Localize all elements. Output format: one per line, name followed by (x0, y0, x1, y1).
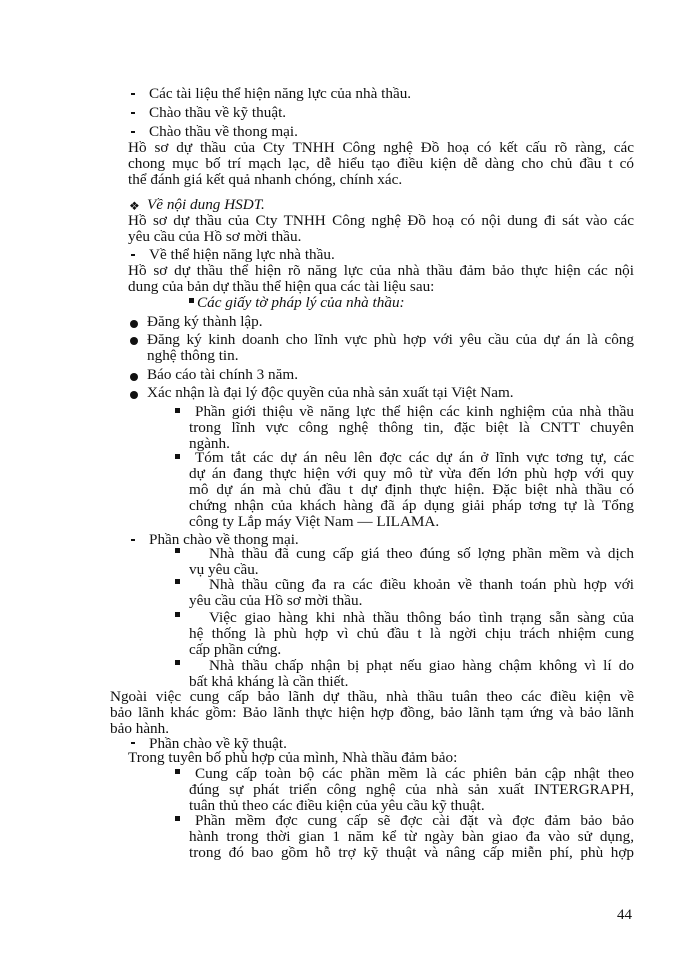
text-line: bảo hành. (110, 720, 170, 737)
text-line: bất khả kháng là cần thiết. (189, 673, 349, 690)
text-line: tuân thủ theo các điều kiện của yêu cầu kỹ thuật. (189, 797, 485, 814)
text-line: hành trong thời gian 1 năm kể từ ngày bàn giao đa vào sử dụng, (189, 828, 634, 845)
text-line: Tóm tắt các dự án nêu lên đợc các dự án ở lĩnh vực tơng tự, các (195, 449, 634, 466)
text-line: yêu cầu của Hồ sơ mời thầu. (189, 592, 363, 609)
text-line: dự án đang thực hiện với quy mô từ vừa đến lớn phù hợp với quy (189, 465, 634, 482)
text-line: Trong tuyên bố phù hợp của mình, Nhà thầu đảm bảo: (128, 749, 458, 766)
text-line: Báo cáo tài chính 3 năm. (147, 366, 298, 383)
square-bullet (175, 612, 180, 617)
text-line: mô dự án mà chủ đầu t dự định thực hiện. Đặc biệt nhà thầu có (189, 481, 634, 498)
round-bullet (130, 320, 138, 328)
text-line: chứng nhận của khách hàng đã áp dụng giải pháp tơng tự là Tổng (189, 497, 634, 514)
square-bullet (175, 548, 180, 553)
dash-bullet (131, 93, 135, 95)
text-line: hệ thống là phù hợp vì chủ đầu t là ngời chịu trách nhiệm cung (189, 625, 634, 642)
text-line: trong đó bao gồm hỗ trợ kỹ thuật và nâng cấp miễn phí, phù hợp (189, 844, 634, 861)
text-line: Hồ sơ dự thầu của Cty TNHH Công nghệ Đồ hoạ có nội dung đi sát vào các (128, 212, 634, 229)
text-line: Phần giới thiệu về năng lực thể hiện các kinh nghiệm của nhà thầu (195, 403, 634, 420)
text-line: Chào thầu về kỹ thuật. (149, 104, 287, 121)
square-bullet (175, 408, 180, 413)
text-line: chong mục bố trí mạch lạc, dễ hiểu tạo điều kiện dễ dàng cho chủ đầu t có (128, 155, 634, 172)
text-line: Hồ sơ dự thầu của Cty TNHH Công nghệ Đồ hoạ có kết cấu rõ ràng, các (128, 139, 634, 156)
text-line: ngành. (189, 435, 230, 452)
text-line: trong lĩnh vực công nghệ thông tin, đặc biệt là CNTT chuyên (189, 419, 634, 436)
text-line: bảo lãnh khác gồm: Bảo lãnh thực hiện hợp đồng, bảo lãnh tạm ứng và bảo lãnh (110, 704, 634, 721)
text-line: thể đánh giá kết quả nhanh chóng, chính xác. (128, 171, 403, 188)
dash-bullet (131, 742, 135, 744)
round-bullet (130, 391, 138, 399)
text-line: Các tài liệu thể hiện năng lực của nhà thầu. (149, 85, 412, 102)
dash-bullet (131, 254, 135, 256)
round-bullet (130, 337, 138, 345)
subheading: Các giấy tờ pháp lý của nhà thầu: (197, 294, 405, 311)
text-line: Phần mềm đợc cung cấp sẽ đợc cài đặt và đợc đảm bảo bảo (195, 812, 634, 829)
text-line: Đăng ký thành lập. (147, 313, 263, 330)
text-line: vụ yêu cầu. (189, 561, 259, 578)
square-bullet (189, 298, 194, 303)
dash-bullet (131, 112, 135, 114)
text-line: dung của bản dự thầu thể hiện qua các tài liệu sau: (128, 278, 435, 295)
text-line: Việc giao hàng khi nhà thầu thông báo tình trạng sẵn sàng của (209, 609, 634, 626)
text-line: Nhà thầu cũng đa ra các điều khoản về thanh toán phù hợp với (209, 576, 634, 593)
text-line: Nhà thầu đã cung cấp giá theo đúng số lợng phần mềm và dịch (209, 545, 634, 562)
text-line: Chào thầu về thong mại. (149, 123, 298, 140)
dash-bullet (131, 131, 135, 133)
round-bullet (130, 373, 138, 381)
square-bullet (175, 579, 180, 584)
text-line: Về thể hiện năng lực nhà thầu. (149, 246, 335, 263)
page-number: 44 (617, 907, 632, 923)
diamond-bullet-icon: ❖ (129, 199, 140, 213)
text-line: nghệ thông tin. (147, 347, 239, 364)
text-line: Nhà thầu chấp nhận bị phạt nếu giao hàng chậm không vì lí do (209, 657, 634, 674)
text-line: Phần chào về thong mại. (149, 531, 299, 548)
text-line: Cung cấp toàn bộ các phần mềm là các phiên bản cập nhật theo (195, 765, 634, 782)
square-bullet (175, 454, 180, 459)
text-line: đúng sự phát triển công nghệ của nhà sản xuất INTERGRAPH, (189, 781, 634, 798)
dash-bullet (131, 539, 135, 541)
text-line: cấp phần cứng. (189, 641, 282, 658)
square-bullet (175, 816, 180, 821)
section-heading: Về nội dung HSDT. (147, 196, 265, 213)
square-bullet (175, 660, 180, 665)
text-line: Xác nhận là đại lý độc quyền của nhà sản xuất tại Việt Nam. (147, 384, 514, 401)
text-line: Đăng ký kinh doanh cho lĩnh vực phù hợp với yêu cầu của dự án là công (147, 331, 634, 348)
text-line: Hồ sơ dự thầu thể hiện rõ năng lực của nhà thầu đảm bảo thực hiện các nội (128, 262, 634, 279)
text-line: yêu cầu của Hồ sơ mời thầu. (128, 228, 302, 245)
square-bullet (175, 769, 180, 774)
text-line: Ngoài việc cung cấp bảo lãnh dự thầu, nhà thầu tuân theo các điều kiện về (110, 688, 634, 705)
text-line: Phần chào về kỹ thuật. (149, 735, 287, 752)
text-line: công ty Lắp máy Việt Nam — LILAMA. (189, 513, 440, 530)
